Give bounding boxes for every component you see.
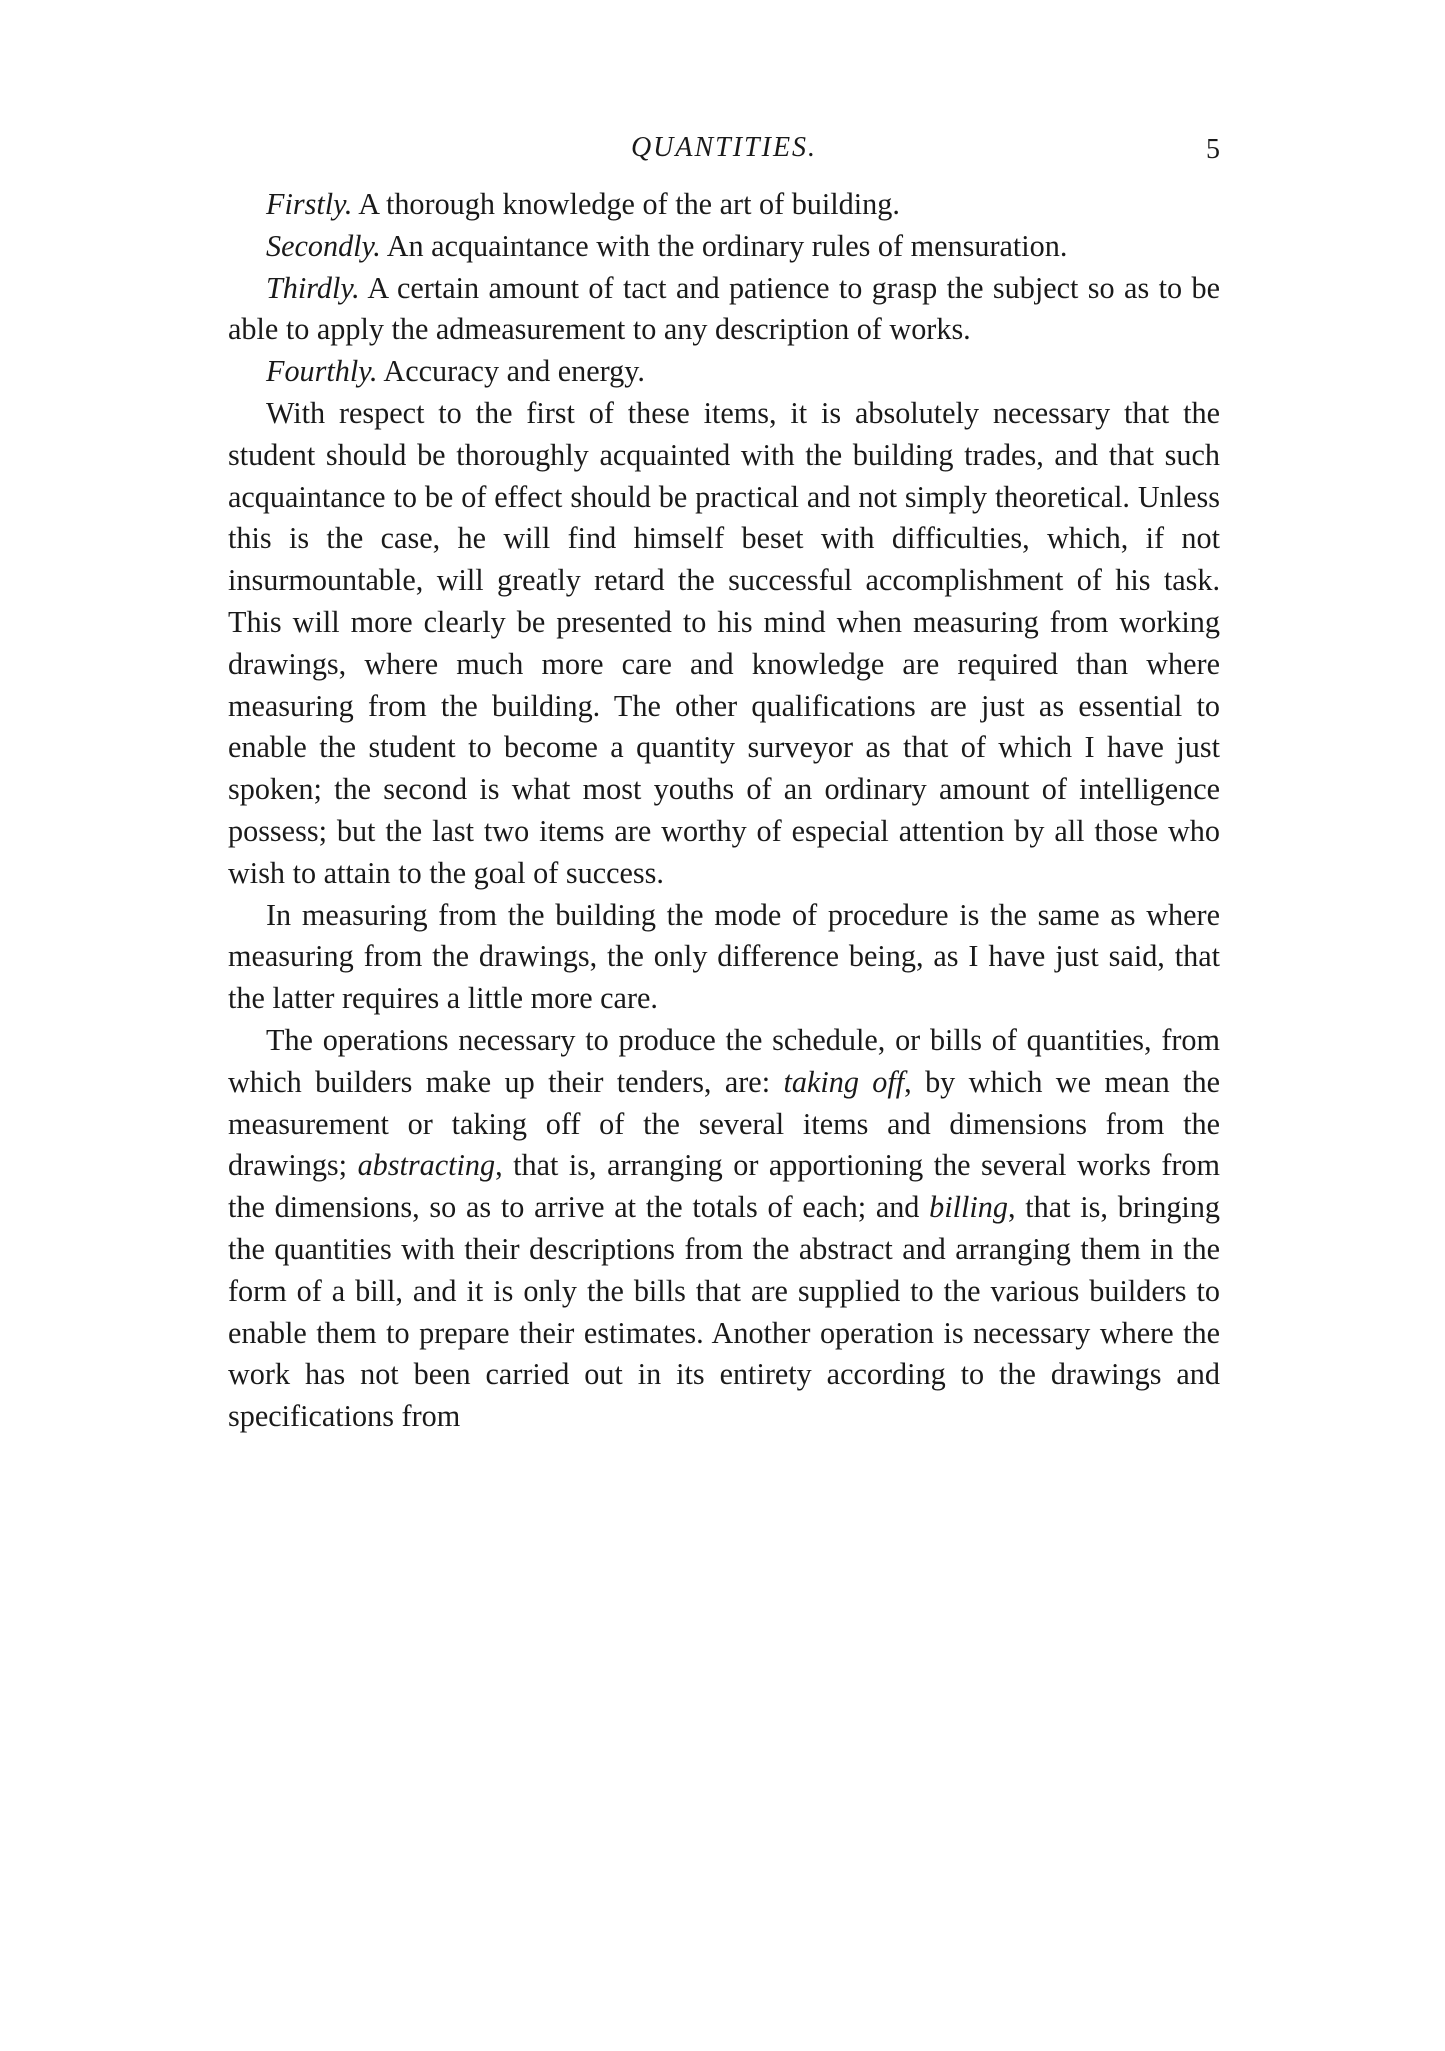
paragraph-text: , that is, bringing the quantities with their descriptions from the abstract and arranging them in the form of a bill, and it is only the bills that are supplied to the various builders to enable them to prepare their estimates. Another operation is necessary where the work has not been carried out in its entirety according to the drawings and specifications from [228,1190,1221,1434]
paragraph-text: A thorough knowledge of the art of building. [352,187,900,221]
running-head [228,132,1220,172]
paragraph-text: The operations necessary to produce the schedule, or bills of quantities, from which builders make up their tenders, are: [228,1022,1220,1099]
book-page [228,132,1220,1438]
paragraph-fourthly [228,351,1220,393]
term-taking-off: taking off [783,1064,905,1099]
paragraph-secondly [228,226,1220,268]
paragraph-lead: Firstly. [266,187,353,221]
paragraph-measuring [228,895,1220,1020]
paragraph-text: , that is, arranging or apportioning the several works from the dimensions, so as to arrive at the totals of each; and [228,1148,1220,1225]
paragraph-text: In measuring from the building the mode of procedure is the same as where measuring from the drawings, the only difference being, as I have just said, that the latter requires a little more care. [228,897,1220,1016]
paragraph-firstly [228,184,1220,226]
term-abstracting: abstracting [357,1148,496,1183]
paragraph-lead: Thirdly. [266,270,360,305]
paragraph-text: Accuracy and energy. [377,354,645,389]
paragraph-text: , by which we mean the measurement or taking off of the several items and dimensions from the drawings; [228,1064,1220,1183]
paragraph-lead: Fourthly. [266,354,378,389]
body-text [228,184,1220,1438]
paragraph-text: An acquaintance with the ordinary rules of mensuration. [380,228,1068,263]
paragraph-lead: Secondly. [266,228,381,263]
running-title: QUANTITIES. [630,132,818,163]
term-billing: billing [929,1190,1008,1225]
paragraph-operations [228,1020,1220,1438]
paragraph-text: With respect to the first of these items, it is absolutely necessary that the student should be thoroughly acquainted with the building trades, and that such acquaintance to be of effect should be practical and not simply theoretical. Unless this is the case, he will find himself beset with difficulties, which, if not insurmountable, will greatly retard the successful accomplishment of his task. This will more clearly be presented to his mind when measuring from working drawings, where much more care and knowledge are required than where measuring from the building. The other qualifications are just as essential to enable the student to become a quantity surveyor as that of which I have just spoken; the second is what most youths of an ordinary amount of intelligence possess; but the last two items are worthy of especial attention by all those who wish to attain to the goal of success. [228,395,1220,890]
paragraph-text: A certain amount of tact and patience to grasp the subject so as to be able to apply the admeasurement to any description of works. [228,270,1220,347]
paragraph-thirdly [228,268,1220,352]
paragraph-first-item [228,393,1220,895]
page-number: 5 [1206,134,1220,165]
